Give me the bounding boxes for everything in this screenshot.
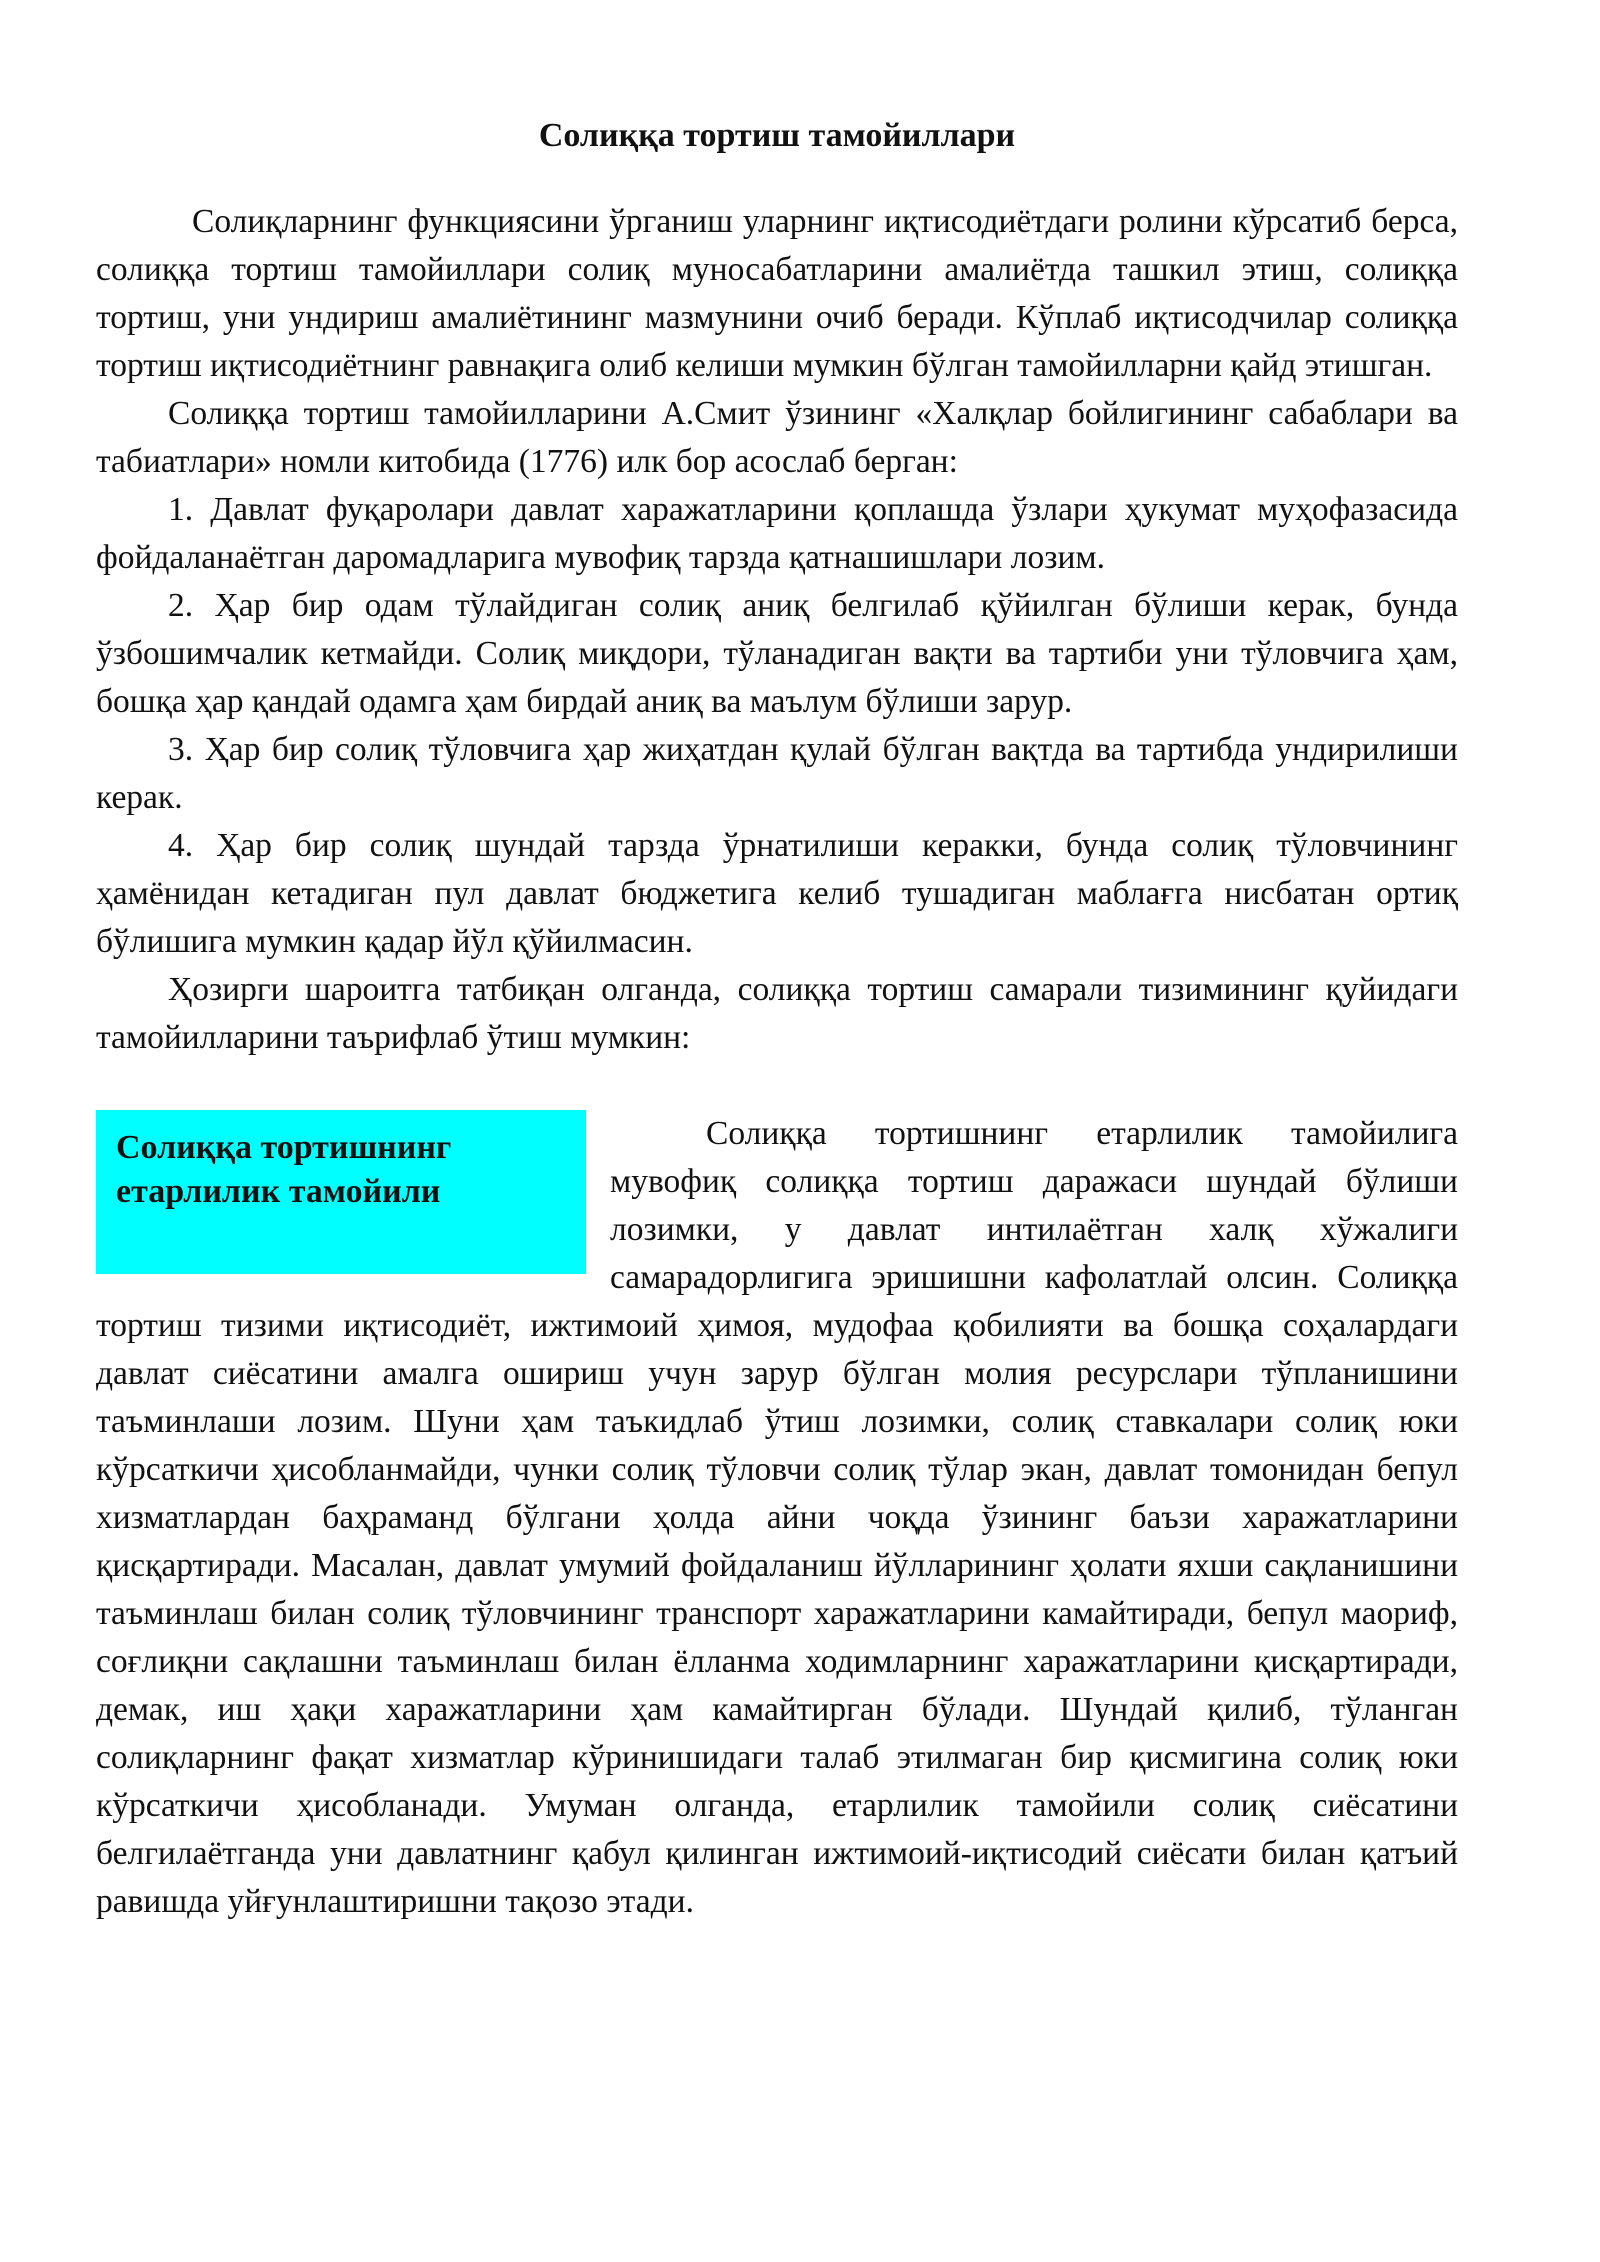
list-item-principle-1: 1. Давлат фуқаролари давлат харажатларини қоплашда ўзлари ҳукумат муҳофазасида фойдаланаётган даромадларига мувофиқ тарзда қатнашишлари лозим. (96, 491, 1458, 576)
list-item-principle-3: 3. Ҳар бир солиқ тўловчига ҳар жиҳатдан қулай бўлган вақтда ва тартибда ундирилиши керак. (96, 731, 1458, 816)
list-item-principle-4: 4. Ҳар бир солиқ шундай тарзда ўрнатилиши керакки, бунда солиқ тўловчининг ҳамёнидан кетадиган пул давлат бюджетига келиб тушадиган маблағга нисбатан ортиқ бўлишига мумкин қадар йўл қўйилмасин. (96, 827, 1458, 960)
paragraph-sufficiency: Солиққа тортишнинг етарлилик тамойилига мувофиқ солиққа тортиш даражаси шундай бўлиши лозимки, у давлат интилаётган халқ хўжалиги самарадорлигига эришишни кафолатлай олсин. Солиққа тортиш тизими иқтисодиёт, ижтимоий ҳимоя, мудофаа қобилияти ва бошқа соҳалардаги давлат сиёсатини амалга ошириш учун зарур бўлган молия ресурслари тўпланишини таъминлаши лозим. Шуни ҳам таъкидлаб ўтиш лозимки, солиқ ставкалари солиқ юки кўрсаткичи ҳисобланмайди, чунки солиқ тўловчи солиқ тўлар экан, давлат томонидан бепул хизматлардан баҳраманд бўлгани ҳолда айни чоқда ўзининг баъзи харажатларини қисқартиради. Масалан, давлат умумий фойдаланиш йўлларининг ҳолати яхши сақланишини таъминлаш билан солиқ тўловчининг транспорт харажатларини камайтиради, бепул маориф, соғлиқни сақлашни таъминлаш билан ёлланма ходимларнинг харажатларини қисқартиради, демак, иш ҳақи харажатларини ҳам камайтирган бўлади. Шундай қилиб, тўланган солиқларнинг фақат хизматлар кўринишидаги талаб этилмаган бир қисмигина солиқ юки кўрсаткичи ҳисобланади. Умуман олганда, етарлилик тамойили солиқ сиёсатини белгилаётганда уни давлатнинг қабул қилинган ижтимоий-иқтисодий сиёсати билан қатъий равишда уйғунлаштиришни тақозо этади. (96, 1115, 1458, 1920)
list-item-principle-2: 2. Ҳар бир одам тўлайдиган солиқ аниқ белгилаб қўйилган бўлиши керак, бунда ўзбошимчалик кетмайди. Солиқ миқдори, тўланадиган вақти ва тартиби уни тўловчига ҳам, бошқа ҳар қандай одамга ҳам бирдай аниқ ва маълум бўлиши зарур. (96, 587, 1458, 720)
paragraph-intro: Солиқларнинг функциясини ўрганиш уларнинг иқтисодиётдаги ролини кўрсатиб берса, солиққа тортиш тамойиллари солиқ муносабатларини амалиётда ташкил этиш, солиққа тортиш, уни ундириш амалиётининг мазмунини очиб беради. Кўплаб иқтисодчилар солиққа тортиш иқтисодиётнинг равнақига олиб келиши мумкин бўлган тамойилларни қайд этишган. (96, 203, 1458, 384)
page-title: Солиққа тортиш тамойиллари (538, 117, 1016, 154)
sufficiency-principle-section (96, 1110, 1458, 1926)
highlight-box (96, 1110, 586, 1274)
highlight-box-label: Солиққа тортишнинг етарлилик тамойили (116, 1129, 452, 1210)
document-page (96, 112, 1458, 1926)
paragraph-smith: Солиққа тортиш тамойилларини А.Смит ўзининг «Халқлар бойлигининг сабаблари ва табиатлари» номли китобида (1776) илк бор асослаб берган: (96, 395, 1458, 480)
paragraph-modern-principles: Ҳозирги шароитга татбиқан олганда, солиққа тортиш самарали тизимининг қуйидаги тамойилларини таърифлаб ўтиш мумкин: (96, 971, 1458, 1056)
